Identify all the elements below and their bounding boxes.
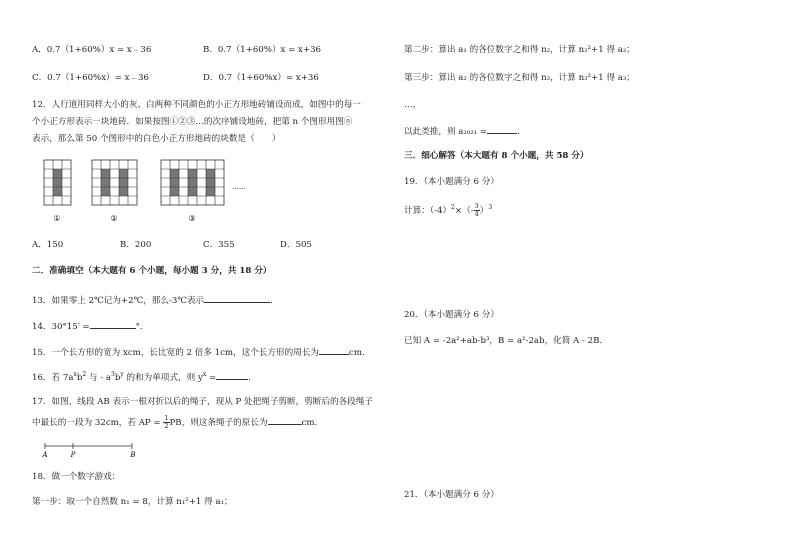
q17-line2-text: 中最长的一段为 32cm，若 AP = xyxy=(32,418,161,428)
q17-line2-mid: PB，则这条绳子的原长为 xyxy=(169,418,268,428)
figure-label-3: ③ xyxy=(188,214,196,223)
tile-figure-1 xyxy=(44,160,71,205)
q11-option-d: D．0.7（1+60%x）= x+36 xyxy=(203,73,319,83)
section-3-heading: 三．细心解答（本大题有 8 个小题，共 58 分） xyxy=(404,151,589,161)
segment-figure xyxy=(40,440,150,460)
q19-exp1: 2 xyxy=(451,204,455,212)
q14 xyxy=(32,319,143,333)
q13-text: 13．如果零上 2℃记为+2℃，那么-3℃表示 xyxy=(32,296,205,306)
q13 xyxy=(32,293,273,307)
q15-end: cm. xyxy=(349,348,365,358)
q12-line2: 个小正方形表示一块地砖．如果按图①②③…的次序铺设地砖，把第 n 个图形用图ⓝ xyxy=(32,117,353,127)
q15 xyxy=(32,345,365,359)
q16-text-a: 16．若 7a xyxy=(32,373,74,383)
q19-exp2: 3 xyxy=(488,204,493,212)
q16-text-e: 的和为单项式，则 y xyxy=(123,373,203,383)
q12-option-d: D．505 xyxy=(280,240,312,250)
q17-frac-num: 1 xyxy=(164,414,169,422)
q16-text-d: b xyxy=(114,373,121,383)
q17-line1: 17．如图，线段 AB 表示一根对折以后的绳子，现从 P 处把绳子剪断，剪断后的各段绳子 xyxy=(32,397,373,407)
q19-calc-text: 计算：（-4） xyxy=(404,206,452,216)
q20-text: 已知 A = -2a²+ab-b³，B = a²-2ab，化简 A - 2B. xyxy=(404,336,603,346)
q18-conclusion-text: 以此类推，则 a₂₀₂₁ = xyxy=(404,127,488,137)
seg-label-a: A xyxy=(42,451,48,459)
tile-figure-3 xyxy=(161,160,224,205)
q16-text-b: b xyxy=(76,373,83,383)
seg-label-p: P xyxy=(70,451,76,459)
q19-times: × xyxy=(454,206,463,216)
q16-text-c: 与 - a xyxy=(86,373,112,383)
q17-blank xyxy=(268,415,302,425)
q12-option-b: B．200 xyxy=(120,240,152,250)
q15-blank xyxy=(319,345,349,355)
figure-label-2: ② xyxy=(110,214,118,223)
q19-heading: 19．（本小题满分 6 分） xyxy=(404,177,499,187)
q16-text-f: = xyxy=(206,373,217,383)
q19-expression: 计算：$(-4)^2\times(-$ $\frac{3}{4}$ ）$^3$ xyxy=(404,202,493,218)
figure-label-1: ① xyxy=(53,214,61,223)
q18-step3: 第三步：算出 a₂ 的各位数字之和得 n₃，计算 n₃²+1 得 a₃； xyxy=(404,73,635,83)
q12-line3: 表示，那么第 50 个图形中的白色小正方形地砖的块数是（ ） xyxy=(32,134,281,144)
q18-conclusion-end: . xyxy=(517,127,520,137)
q18-blank xyxy=(487,124,517,134)
q12-option-a: A．150 xyxy=(32,240,64,250)
q14-end: °. xyxy=(135,322,143,332)
q16-blank xyxy=(216,370,248,380)
q18-dots: …， xyxy=(404,100,422,110)
section-2-heading: 二．准确填空（本大题有 6 个小题，每小题 3 分，共 18 分） xyxy=(32,266,272,276)
q15-text: 15．一个长方形的宽为 xcm，长比宽的 2 倍多 1cm，这个长方形的周长为 xyxy=(32,348,320,358)
q19-frac-den: 4 xyxy=(474,210,479,218)
q12-line1: 12．人行道用同样大小的灰、白两种不同颜色的小正方形地砖铺设而成，如图中的每一 xyxy=(32,100,361,110)
seg-label-b: B xyxy=(130,451,136,459)
q13-end: . xyxy=(270,296,273,306)
q16-end: . xyxy=(248,373,251,383)
q11-option-b: B．0.7（1+60%）x = x+36 xyxy=(203,45,322,55)
q11-option-a: A．0.7（1+60%）x = x﹣36 xyxy=(32,45,152,55)
q12-option-c: C．355 xyxy=(203,240,235,250)
q18-line1: 18．做一个数字游戏： xyxy=(32,472,121,482)
q16: 16．若 $7a^xb^2$ 与 - $a^3b^y$ 的和为单项式，则 $y^x$ = . xyxy=(32,371,251,383)
q17-frac-den: 2 xyxy=(164,422,169,430)
q19-frac-num: 3 xyxy=(474,202,479,210)
tile-figure-2 xyxy=(92,160,137,205)
q17-line2 xyxy=(32,415,317,430)
q20-heading: 20．（本小题满分 6 分） xyxy=(404,310,499,320)
q18-conclusion xyxy=(404,124,520,138)
q18-step2: 第二步：算出 a₁ 的各位数字之和得 n₂，计算 n₂²+1 得 a₂； xyxy=(404,45,635,55)
tile-figures xyxy=(40,158,270,233)
q17-end: cm. xyxy=(301,418,318,428)
figure-ellipsis: …… xyxy=(232,183,246,191)
q11-option-c: C．0.7（1+60%x）= x﹣36 xyxy=(32,73,149,83)
q18-line2: 第一步：取一个自然数 n₁ = 8，计算 n₁²+1 得 a₁； xyxy=(32,497,233,507)
q21-heading: 21．（本小题满分 6 分） xyxy=(404,490,499,500)
q14-blank xyxy=(90,319,136,329)
q13-blank xyxy=(204,293,270,303)
q14-text: 14．30°15′ = xyxy=(32,322,90,332)
